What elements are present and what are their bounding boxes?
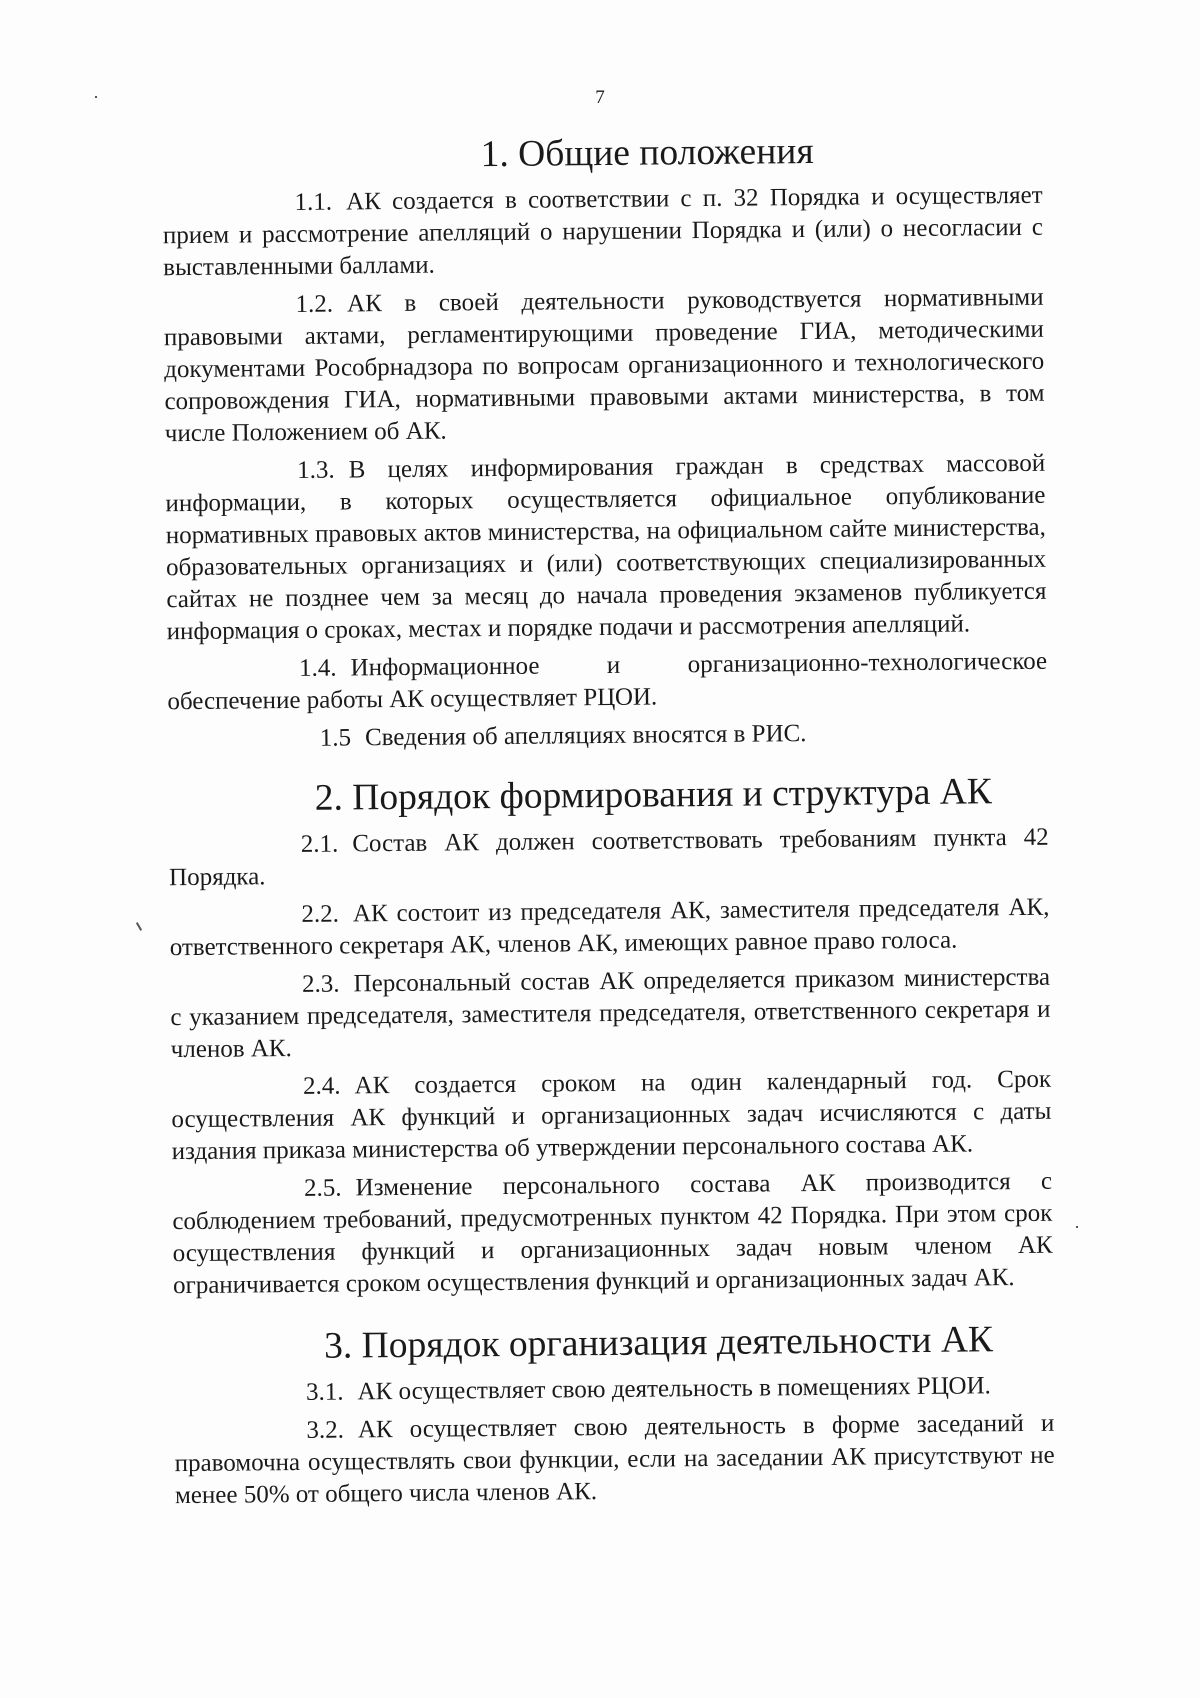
paragraph-text: Состав АК должен соответствовать требованиям пункта 42 Порядка. (168, 823, 1049, 892)
section-heading: 1. Общие положения (480, 130, 814, 176)
paragraph (171, 1064, 1052, 1168)
paragraph-text: АК создается в соответствии с п. 32 Порядка и осуществляет прием и рассмотрение апелляций о нарушении Порядка и (или) о несогласии с выставленными баллами. (162, 181, 1044, 282)
paragraph-text: АК осуществляет свою деятельность в помещениях РЦОИ. (357, 1372, 991, 1406)
paragraph-number: 2.5. (303, 1174, 342, 1202)
paragraph-number: 1.2. (295, 290, 334, 318)
paragraph (169, 822, 1050, 894)
paragraph-text: Персональный состав АК определяется приказом министерства с указанием председателя, заместителя председателя, ответственного секретаря и членов АК. (170, 963, 1051, 1064)
paragraph (174, 1408, 1055, 1512)
paragraph (163, 282, 1044, 450)
paragraph-number: 3.1. (305, 1378, 344, 1406)
paragraph-number: 2.1. (300, 830, 339, 858)
paragraph-number: 1.4. (298, 654, 337, 682)
section-heading: 3. Порядок организация деятельности АК (323, 1319, 994, 1367)
paragraph-number: 3.2. (306, 1416, 345, 1444)
scan-speck (1076, 1226, 1078, 1228)
document-body (162, 130, 1055, 1518)
paragraph-text: Информационное и организационно-технологическое обеспечение работы АК осуществляет РЦОИ. (167, 647, 1048, 716)
paragraph-number: 1.5 (319, 724, 352, 752)
page-number: 7 (595, 87, 605, 108)
paragraph-number: 1.1. (294, 188, 333, 216)
paragraph-text: АК осуществляет свою деятельность в форме заседаний и правомочна осуществлять свои функции, если на заседании АК присутствуют не менее 50% от общего числа членов АК. (174, 1409, 1055, 1510)
paragraph-text: В целях информирования граждан в средствах массовой информации, в которых осуществляется официальное опубликование нормативных правовых актов министерства, на официальном сайте министерства, образовательных организациях и (или) соответствующих специализированных сайтах не позднее чем за месяц до начала проведения экзаменов публикуется информация о сроках, местах и порядке подачи и рассмотрения апелляций. (165, 449, 1047, 646)
paragraph (174, 1370, 1054, 1410)
paragraph (169, 892, 1050, 964)
paragraph-text: Сведения об апелляциях вносятся в РИС. (364, 720, 807, 752)
paragraph-text: АК состоит из председателя АК, заместителя председателя АК, ответственного секретаря АК, членов АК, имеющих равное право голоса. (169, 893, 1050, 962)
paragraph-number: 2.4. (302, 1072, 341, 1100)
paragraph-number: 2.3. (301, 970, 340, 998)
paragraph-number: 2.2. (301, 900, 340, 928)
section-heading: 2. Порядок формирования и структура АК (314, 771, 993, 819)
paragraph-text: Изменение персонального состава АК производится с соблюдением требований, предусмотренных пунктом 42 Порядка. При этом срок осуществления функций и организационных задач новым членом АК ограничивается сроком осуществления функций и организационных задач АК. (172, 1167, 1053, 1300)
paragraph (170, 962, 1051, 1066)
paragraph-text: АК создается сроком на один календарный год. Срок осуществления АК функций и организационных задач исчисляются с даты издания приказа министерства об утверждении персонального состава АК. (171, 1065, 1052, 1166)
paragraph (162, 180, 1043, 284)
scan-speck (136, 922, 142, 931)
paragraph (167, 646, 1048, 718)
paragraph-number: 1.3. (297, 456, 335, 484)
paragraph (172, 1166, 1053, 1302)
paragraph-text: АК в своей деятельности руководствуется нормативными правовыми актами, регламентирующими проведение ГИА, методическими документами Рособрнадзора по вопросам организационного и технологического сопровождения ГИА, нормативными правовыми актами министерства, в том числе Положением об АК. (163, 283, 1045, 448)
paragraph (165, 448, 1047, 648)
paragraph (168, 716, 1048, 756)
